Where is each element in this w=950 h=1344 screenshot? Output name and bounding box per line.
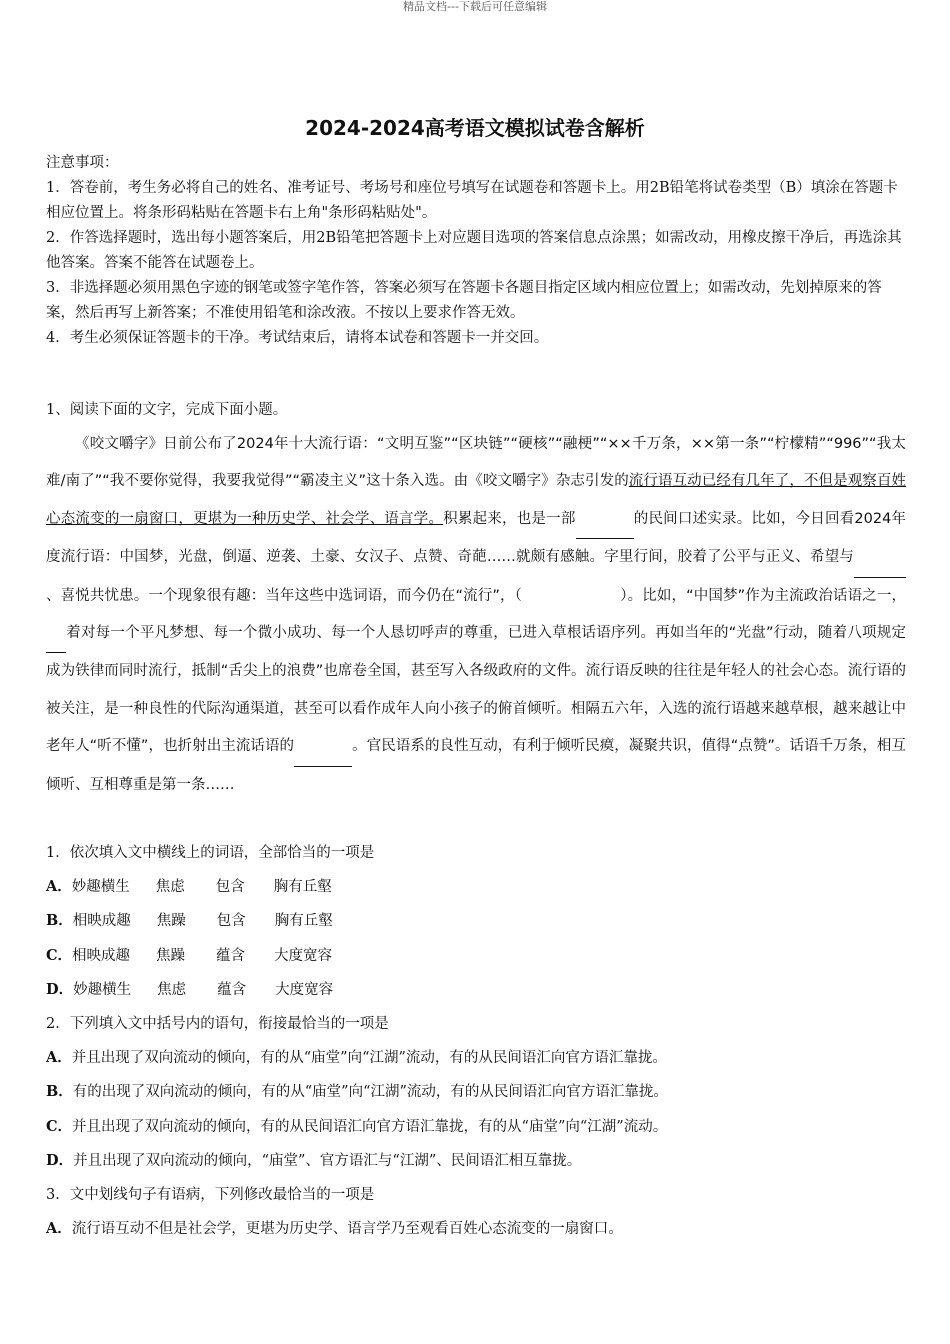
option-word: 胸有丘壑 (273, 879, 332, 896)
passage-text: 、喜悦共忧患。一个现象很有趣：当年这些中选词语，而今仍在“流行”，（ (46, 587, 523, 604)
passage-text: 。官民语系的良性互动，有利于倾听民瘼，凝聚共识，值得“点赞”。话语千万条，相互倾听、互相尊重是第一条…… (46, 738, 906, 793)
option-word: 焦虑 (157, 981, 187, 998)
passage-text: 的民间口述实录。比如，今日回看2024年度流行语：中国梦，光盘，倒逼、逆袭、土豪、女汉子、点赞、奇葩……就颇有感触。字里行间，胶着了公平与正义、希望与 (46, 510, 907, 566)
option-text: 并且出现了双向流动的倾向，有的从民间语汇向官方语汇靠拢，有的从“庙堂”向“江湖”流动。 (72, 1118, 668, 1135)
option-word: 大度宽容 (275, 981, 334, 998)
option-text: 并且出现了双向流动的倾向，有的从“庙堂”向“江湖”流动，有的从民间语汇向官方语汇靠拢。 (71, 1050, 667, 1067)
notice-item: 1．答卷前，考生务必将自己的姓名、准考证号、考场号和座位号填写在试题卷和答题卡上。用2B铅笔将试卷类型（B）填涂在答题卡相应位置上。将条形码粘贴在答题卡右上角"条形码粘贴处"。 (46, 180, 898, 221)
option-word: 蕴含 (216, 947, 246, 964)
option-word: 焦躁 (156, 913, 186, 930)
option-text: 并且出现了双向流动的倾向，“庙堂”、官方语汇与“江湖”、民间语汇相互靠拢。 (73, 1152, 582, 1169)
option-word: 妙趣横生 (73, 981, 132, 998)
option-row (46, 904, 906, 938)
question-stem: 3．文中划线句子有语病，下列修改最恰当的一项是 (46, 1187, 375, 1204)
option-word: 包含 (216, 913, 246, 930)
option-word: 相映成趣 (72, 913, 131, 930)
passage-text: 《咬文嚼字》日前公布了2024年十大流行语：“文明互鉴”“区块链”“硬核”“融梗”“××千万条，××第一条”“柠檬精”“996”“我太难/南了”“我不要你觉得，我要我觉得”“霸凌主义”这十条入选。由《咬文嚼字》杂志引发的 (46, 436, 906, 490)
option-letter: A． (46, 878, 72, 896)
page-title: 2024-2024高考语文模拟试卷含解析 (305, 116, 645, 140)
option-letter: B． (46, 1083, 73, 1101)
notice-section (46, 151, 906, 351)
option-row (46, 1041, 906, 1075)
reading-passage (46, 426, 906, 804)
notice-heading: 注意事项： (46, 155, 119, 171)
option-letter: A． (46, 1220, 72, 1238)
option-word: 焦躁 (156, 947, 186, 964)
bracket-space (522, 578, 620, 615)
notice-item: 3．非选择题必须用黑色字迹的钢笔或签字笔作答，答案必须写在答题卡各题目指定区域内相应位置上；如需改动，先划掉原来的答案，然后再写上新答案；不准使用铅笔和涂改液。不按以上要求作答无效。 (46, 280, 882, 321)
option-row (46, 1110, 906, 1144)
answer-blank (576, 501, 634, 539)
option-row (46, 973, 906, 1007)
option-word: 相映成趣 (72, 947, 131, 964)
option-letter: C． (46, 1117, 73, 1135)
option-text: 有的出现了双向流动的倾向，有的从“庙堂”向“江湖”流动，有的从民间语汇向官方语汇靠拢。 (72, 1084, 668, 1101)
notice-item: 4．考生必须保证答题卡的干净。考试结束后，请将本试卷和答题卡一并交回。 (46, 330, 549, 346)
option-row (46, 939, 906, 973)
question-stem: 1．依次填入文中横线上的词语，全部恰当的一项是 (46, 845, 375, 861)
passage-text: 着对每一个平凡梦想、每一个微小成功、每一个人恳切呼声的尊重，已进入草根话语序列。再如当年的“光盘”行动，随着八项规定成为铁律而同时流行，抵制“舌尖上的浪费”也席卷全国，甚至写入各级政府的文件。流行语反映的往往是年轻人的社会心态。流行语的被关注，是一种良性的代际沟通渠道，甚至可以看作成年人向小孩子的俯首倾听。相隔五六年，入选的流行语越来越草根，越来越让中老年人“听不懂”，也折射出主流话语的 (46, 625, 906, 755)
answer-blank (854, 539, 906, 577)
option-word: 大度宽容 (274, 947, 333, 964)
option-word: 焦虑 (155, 879, 185, 896)
option-letter: A． (46, 1049, 72, 1067)
option-letter: C． (46, 946, 73, 964)
passage-paragraph (46, 426, 906, 804)
questions-section (46, 836, 906, 1246)
question-stem: 2．下列填入文中括号内的语句，衔接最恰当的一项是 (46, 1016, 389, 1033)
passage-text: 积累起来，也是一部 (443, 510, 576, 527)
passage-text: ）。比如，“中国梦”作为主流政治话语之一， (620, 587, 906, 604)
option-row (46, 1212, 906, 1246)
page-header-note: 精品文档---下载后可任意编辑 (403, 0, 547, 13)
option-word: 蕴含 (217, 981, 247, 998)
answer-blank (46, 615, 66, 653)
option-row (46, 1144, 906, 1178)
option-row (46, 1075, 906, 1109)
notice-item: 2．作答选择题时，选出每小题答案后，用2B铅笔把答题卡上对应题目选项的答案信息点涂黑；如需改动，用橡皮擦干净后，再选涂其他答案。答案不能答在试题卷上。 (46, 230, 902, 271)
option-word: 胸有丘壑 (274, 913, 333, 930)
option-text: 流行语互动不但是社会学，更堪为历史学、语言学乃至观看百姓心态流变的一扇窗口。 (71, 1221, 623, 1238)
option-letter: D． (46, 980, 74, 998)
option-word: 妙趣横生 (71, 879, 130, 896)
underlined-sentence: 流行语互动已经有几年了，不但是观察百姓心态流变的一扇窗口，更堪为一种历史学、社会学、语言学。 (46, 473, 906, 527)
answer-blank (294, 728, 352, 766)
option-word: 包含 (215, 879, 245, 896)
option-letter: D． (46, 1151, 74, 1169)
option-row (46, 870, 906, 904)
section-intro: 1、阅读下面的文字，完成下面小题。 (46, 402, 288, 418)
option-letter: B． (46, 912, 73, 930)
